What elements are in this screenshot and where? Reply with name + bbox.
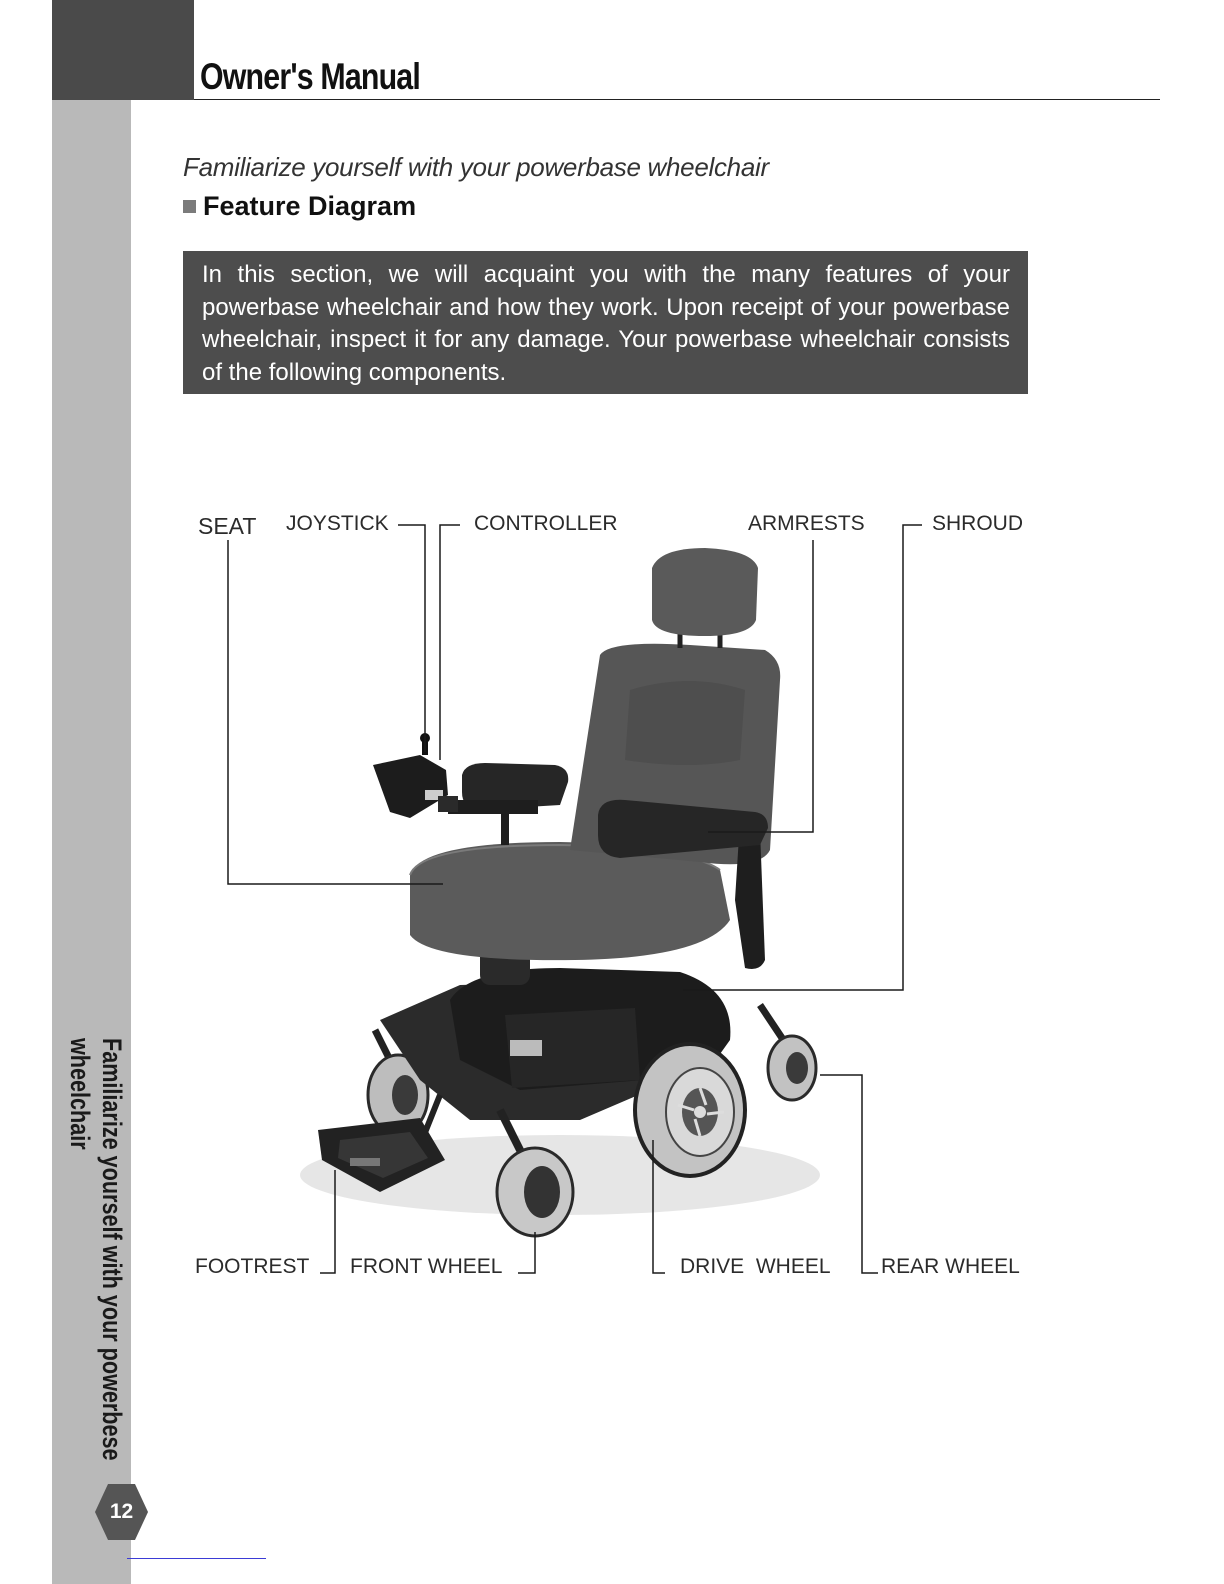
intro-box: In this section, we will acquaint you with the many features of your powerbase wheelchair and how they work. Upon receipt of your powerbase wheelchair, inspect it for any damage. Your powerbase wheelchair consists of the following components.: [183, 251, 1028, 394]
label-controller: CONTROLLER: [474, 512, 618, 535]
front-wheel-shape: [497, 1148, 573, 1236]
drive-wheel-shape: [635, 1044, 745, 1176]
label-front-wheel: FRONT WHEEL: [350, 1255, 503, 1278]
label-footrest: FOOTREST: [195, 1255, 310, 1278]
seat-leader-line: [228, 540, 443, 884]
label-shroud: SHROUD: [932, 512, 1024, 535]
rear-wheel-leader-line: [820, 1075, 878, 1273]
wheelchair-illustration: [300, 548, 820, 1236]
left-armrest-shape: [448, 763, 568, 845]
label-seat: SEAT: [198, 513, 257, 539]
controller-shape: [373, 733, 458, 818]
controller-leader-line: [440, 525, 460, 760]
rear-wheel-shape: [760, 1005, 816, 1100]
label-rear-wheel: REAR WHEEL: [881, 1255, 1020, 1278]
section-heading-label: Feature Diagram: [203, 191, 417, 221]
joystick-leader-line: [398, 525, 425, 752]
label-drive-wheel: DRIVE WHEEL: [680, 1255, 831, 1278]
side-caption: [64, 1038, 128, 1485]
label-armrests: ARMRESTS: [748, 512, 865, 535]
manual-title: Owner's Manual: [200, 56, 420, 97]
front-wheel-leader-line: [518, 1232, 535, 1273]
side-caption-text: Familiarize yourself with your powerbese wheelchair: [65, 1038, 127, 1461]
page-subtitle: Familiarize yourself with your powerbase wheelchair: [183, 152, 769, 182]
footer-link-rule: [127, 1558, 266, 1559]
page-number: 12: [109, 1500, 134, 1523]
label-joystick: JOYSTICK: [286, 512, 389, 535]
